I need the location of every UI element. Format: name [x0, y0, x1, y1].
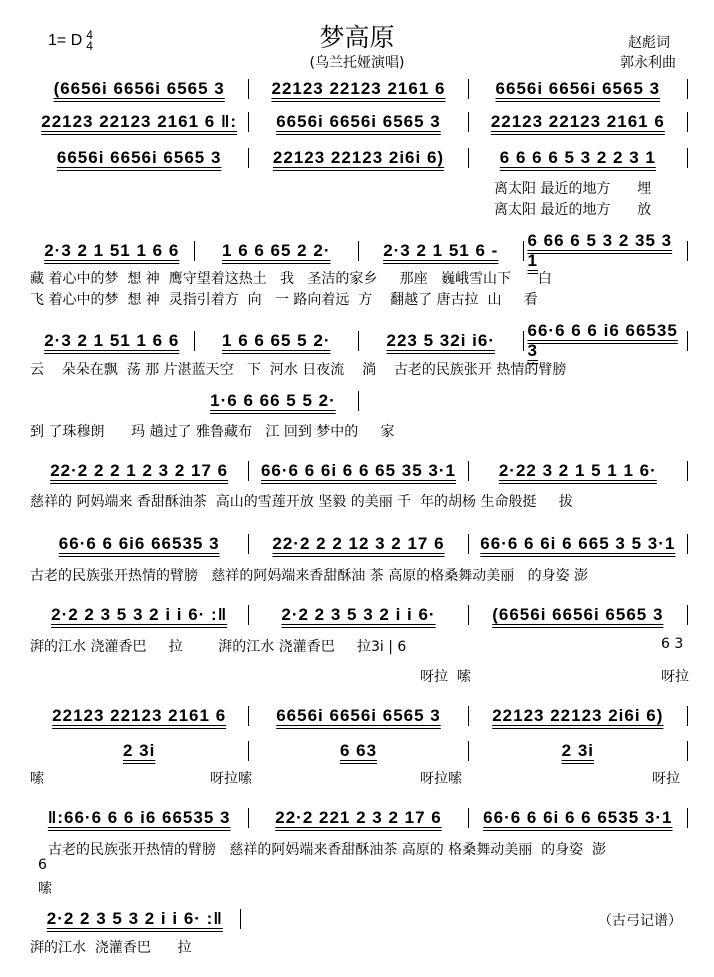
notation-row: [30, 604, 688, 626]
measure: [469, 112, 688, 132]
notation-row: [30, 705, 688, 727]
notation-row: [188, 390, 359, 412]
measure: [249, 534, 468, 554]
measure-notes: 22123 22123 2161 6: [271, 79, 446, 98]
measure-notes: (6656i 6656i 6565 3: [492, 605, 664, 624]
measure-notes: 6656i 6656i 6565 3: [56, 148, 222, 167]
measure-notes: 2·2 2 3 5 3 2 i i 6· :‖: [51, 605, 228, 624]
measure: [249, 605, 468, 625]
measure: [249, 148, 468, 168]
measure-notes: 6656i 6656i 6565 3: [276, 112, 441, 131]
composer-credit: 郭永利曲: [620, 55, 676, 71]
measure: [30, 79, 249, 99]
measure-notes: 2 3i: [122, 741, 156, 760]
measure: [195, 331, 360, 351]
measure: [30, 148, 249, 168]
lyric-line: 离太阳 最近的地方 埋: [494, 181, 652, 197]
measure: [249, 79, 468, 99]
measure-notes: 2·2 2 3 5 3 2 i i 6· :‖: [46, 909, 223, 928]
measure: [188, 391, 359, 411]
lyric-line: 古老的民族张开热情的臂膀 慈祥的阿妈端来香甜酥油 茶 高原的格桑舞动美丽 的身姿 澎: [30, 568, 589, 584]
measure: [469, 706, 688, 726]
transcriber-credit: （古弓记谱）: [598, 913, 682, 929]
lyric-line: 呀拉嗦: [420, 771, 462, 787]
measure: [469, 808, 688, 828]
lyric-line: 离太阳 最近的地方 放: [494, 202, 652, 218]
notation-row: [30, 111, 688, 133]
measure-notes: 6656i 6656i 6565 3: [276, 706, 441, 725]
measure: [469, 148, 688, 168]
notation-row: [30, 321, 688, 360]
lyric-line: 嗦: [38, 881, 52, 897]
key-signature: [48, 30, 93, 52]
measure-notes: 22·2 221 2 3 2 17 6: [275, 808, 442, 827]
measure: [30, 741, 249, 761]
measure-notes: 22123 22123 2161 6: [490, 112, 665, 131]
time-bottom: 4: [86, 39, 93, 53]
measure: [30, 605, 249, 625]
lyric-line: 呀拉: [652, 771, 680, 787]
measure-notes: 1 6 6 65 5 2·: [222, 331, 331, 350]
measure: [249, 461, 468, 481]
lyric-line: 湃的江水 浇灌香巴 拉 湃的江水 浇灌香巴 拉3i | 6: [30, 639, 407, 655]
measure-notes: 2·3 2 1 51 1 6 6: [44, 331, 180, 350]
measure: [359, 241, 524, 261]
measure-notes: 6656i 6656i 6565 3: [495, 79, 661, 98]
measure: [249, 706, 468, 726]
measure-notes: (6656i 6656i 6565 3: [53, 79, 225, 98]
measure-notes: 2·3 2 1 51 1 6 6: [44, 241, 180, 260]
song-title: 梦高原: [319, 23, 395, 52]
lyric-line: 呀拉 嗦: [420, 669, 471, 685]
notation-row: [30, 807, 688, 829]
notation-row: [30, 78, 688, 100]
measure-notes: 6 63: [339, 741, 378, 760]
lyric-line: 6 3: [661, 636, 684, 652]
measure-notes: 66·6 6 6i 6 6 65 35 3·1: [260, 461, 456, 480]
measure: [249, 741, 468, 761]
measure-notes: 22·2 2 2 12 3 2 17 6: [272, 534, 445, 553]
lyric-line: 到 了珠穆朗 玛 趟过了 雅鲁藏布 江 回到 梦中的 家: [30, 424, 395, 440]
measure: [249, 808, 468, 828]
measure-notes: ‖:66·6 6 6 i6 66535 3: [47, 808, 231, 827]
performer-subtitle: (乌兰托娅演唱): [309, 55, 405, 71]
measure-notes: 22·2 2 2 1 2 3 2 17 6: [50, 461, 229, 480]
measure: [469, 461, 688, 481]
measure: [30, 112, 249, 132]
notation-row: [30, 908, 241, 930]
measure: [30, 706, 249, 726]
lyric-line: 古老的民族张开热情的臂膀 慈祥的阿妈端来香甜酥油茶 高原的 格桑舞动美丽 的身姿 澎: [48, 842, 607, 858]
lyric-line: 湃的江水 浇灌香巴 拉: [30, 940, 192, 956]
measure: [524, 231, 689, 270]
notation-row: [30, 231, 688, 270]
measure-notes: 1·6 6 66 5 5 2·: [210, 391, 336, 410]
lyric-line: 嗦: [30, 771, 44, 787]
measure: [524, 321, 689, 360]
measure-notes: 2·3 2 1 51 6 -: [383, 241, 499, 260]
measure: [30, 331, 195, 351]
measure: [30, 909, 241, 929]
measure-notes: 22123 22123 2161 6: [52, 706, 227, 725]
measure: [30, 534, 249, 554]
notation-row: [30, 533, 688, 555]
measure: [469, 605, 688, 625]
measure-notes: 2·22 3 2 1 5 1 1 6·: [498, 461, 657, 480]
lyric-line: 呀拉嗦: [210, 771, 252, 787]
measure: [30, 808, 249, 828]
time-top: 4: [86, 28, 93, 42]
notation-row: [30, 460, 688, 482]
measure-notes: 22123 22123 2i6i 6): [492, 706, 664, 725]
measure: [469, 741, 688, 761]
lyric-line: 飞 着心中的梦 想 神 灵指引着方 向 一 路向着远 方 翻越了 唐古拉 山 看: [30, 292, 538, 308]
lyric-line: 慈祥的 阿妈端来 香甜酥油茶 高山的雪莲开放 坚毅 的美丽 千 年的胡杨 生命般挺 拔: [30, 494, 573, 510]
measure-notes: 1 6 6 65 2 2·: [222, 241, 331, 260]
measure-notes: 66·6 6 6i 6 665 3 5 3·1: [480, 534, 676, 553]
measure: [469, 534, 688, 554]
measure: [249, 112, 468, 132]
measure-notes: 22123 22123 2161 6 ‖:: [41, 112, 238, 131]
measure-notes: 2 3i: [561, 741, 594, 760]
key-label: 1= D: [48, 32, 83, 50]
measure-notes: 66·6 6 6i 6 6 6535 3·1: [483, 808, 673, 827]
time-signature: [86, 30, 93, 52]
measure-notes: 66·6 6 6 i6 66535 3: [527, 321, 678, 360]
lyric-line: 云 朵朵在飘 荡 那 片湛蓝天空 下 河水 日夜流 淌 古老的民族张开 热情的臂膀: [30, 362, 567, 378]
measure-notes: 223 5 32i i6·: [386, 331, 495, 350]
notation-row: [30, 740, 688, 762]
notation-row: [30, 147, 688, 169]
lyric-line: 呀拉: [661, 669, 689, 685]
measure-notes: 6 66 6 5 3 2 35 3 1: [527, 231, 673, 270]
measure: [195, 241, 360, 261]
lyric-line: 藏 着心中的梦 想 神 鹰守望着这热土 我 圣洁的家乡 那座 巍峨雪山下 白: [30, 271, 552, 287]
measure: [359, 331, 524, 351]
measure: [30, 241, 195, 261]
lyricist-credit: 赵彪词: [628, 35, 670, 51]
measure: [469, 79, 688, 99]
lyric-line: 6: [38, 857, 47, 873]
measure-notes: 22123 22123 2i6i 6): [272, 148, 445, 167]
measure-notes: 2·2 2 3 5 3 2 i i 6·: [281, 605, 436, 624]
measure-notes: 6 6 6 6 5 3 2 2 3 1: [499, 148, 656, 167]
measure-notes: 66·6 6 6i6 66535 3: [58, 534, 220, 553]
measure: [30, 461, 249, 481]
